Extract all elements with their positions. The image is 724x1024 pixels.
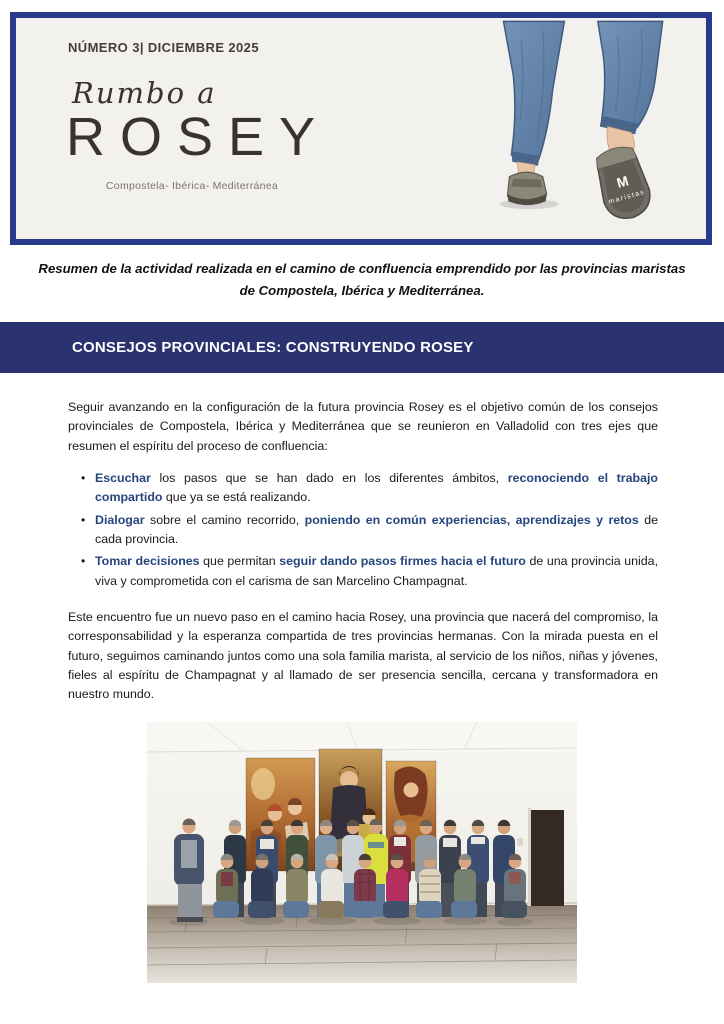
bullet-item: • Tomar decisiones que permitan seguir dando pasos firmes hacia el futuro de una provincia unida, viva y comprometida con el carisma de san Marcelino Champagnat. [95, 552, 658, 591]
group-photo [147, 722, 577, 983]
walking-feet-illustration [474, 20, 700, 237]
doorway [531, 810, 564, 906]
logo-script-text: Rumbo a [72, 76, 217, 110]
summary-text: Resumen de la actividad realizada en el camino de confluencia emprendido por las provincias maristas de Compostela, Ibérica y Mediterránea. [38, 261, 686, 298]
sandal-sole [590, 142, 655, 224]
closing-paragraph: Este encuentro fue un nuevo paso en el camino hacia Rosey, una provincia que nacerá del compromiso, la corresponsabilidad y la esperanza compartida de tres provincias hermanas. Con la mirada puesta en el futuro, seguimos caminando juntos como una sola familia marista, al servicio de los niños, niñas y jóvenes, fieles al espíritu de Champagnat y al llamado de ser presencia sencilla, cercana y transformadora en nuestro mundo. [68, 610, 658, 702]
article-body [68, 398, 658, 705]
masthead [10, 12, 712, 245]
intro-paragraph: Seguir avanzando en la configuración de la futura provincia Rosey es el objetivo común de los consejos provinciales de Compostela, Ibérica y Mediterránea que se reunieron en Valladolid con tres ejes que resumen el espíritu del proceso de confluencia: [68, 400, 658, 453]
light-switch [517, 838, 523, 846]
bullet-item: • Dialogar sobre el camino recorrido, poniendo en común experiencias, aprendizajes y retos de cada provincia. [95, 511, 658, 550]
section-banner [0, 322, 724, 373]
issue-date: NÚMERO 3| DICIEMBRE 2025 [68, 40, 259, 55]
ceiling [147, 722, 577, 752]
right-leg [590, 21, 662, 224]
logo-subtitle: Compostela- Ibérica- Mediterránea [105, 180, 279, 192]
bullet-item: • Escuchar los pasos que se han dado en los diferentes ámbitos, reconociendo el trabajo compartido que ya se está realizando. [95, 469, 658, 508]
left-leg [500, 21, 565, 209]
shoe-brand-text: maristas [607, 188, 647, 206]
shoe-m-logo: M [615, 173, 631, 191]
logo-wordmark: ROSEY [66, 107, 331, 167]
section-title: CONSEJOS PROVINCIALES: CONSTRUYENDO ROSEY [72, 339, 474, 356]
bullet-list [68, 469, 658, 591]
